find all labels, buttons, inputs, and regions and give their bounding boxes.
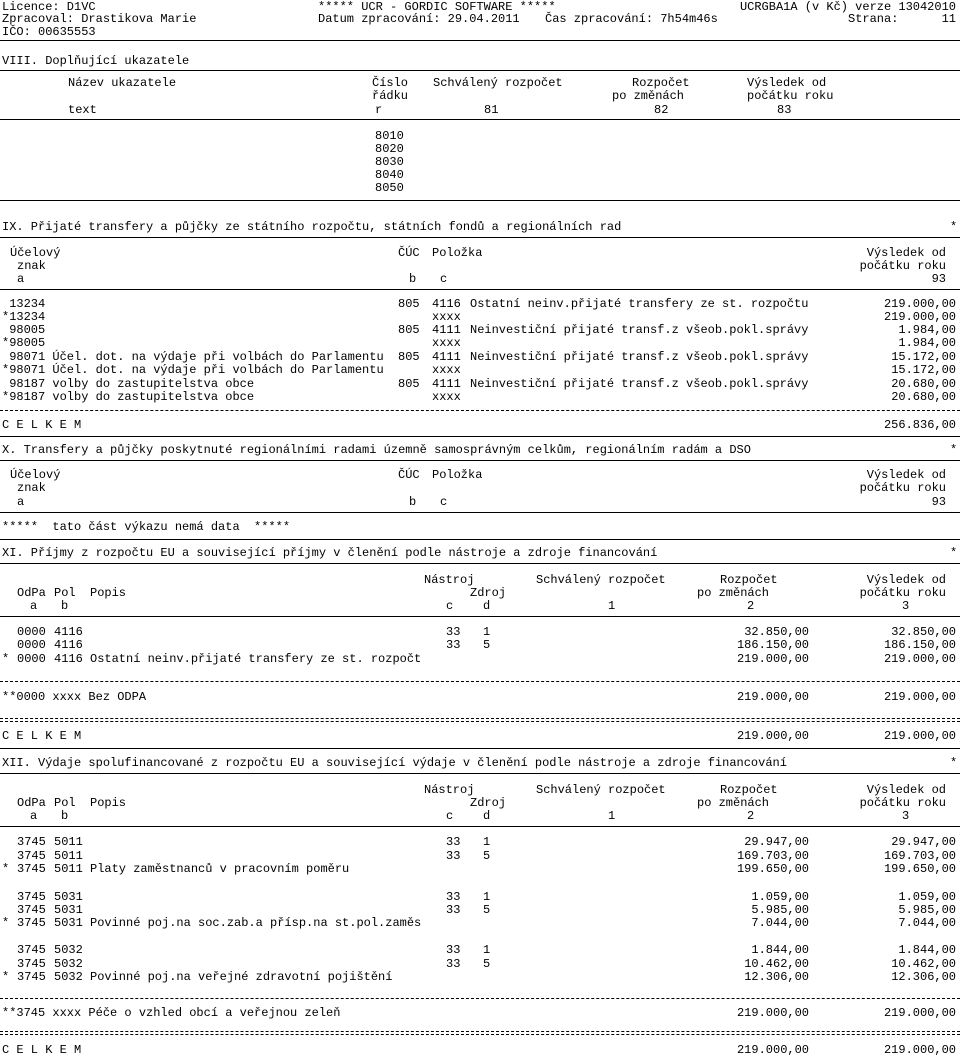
- row-mark: *: [2, 652, 10, 666]
- result-value: 12.306,00: [891, 970, 956, 984]
- tool-code: 33: [446, 625, 461, 639]
- item-code: 5031: [54, 916, 83, 930]
- processed-by: Zpracoval: Drastikova Marie: [2, 12, 197, 26]
- result-value: 199.650,00: [883, 862, 956, 876]
- purpose-code: 13234: [2, 297, 46, 311]
- col-header: po změnách: [697, 586, 770, 600]
- subtotal-result: 219.000,00: [883, 1006, 956, 1020]
- col-header: Popis: [90, 586, 127, 600]
- col-index: 93: [931, 272, 946, 286]
- dashed-rule: [0, 681, 960, 682]
- purpose-code: 98005: [2, 323, 46, 337]
- col-index: c: [446, 809, 454, 823]
- col-index: c: [446, 599, 454, 613]
- changed-budget-value: 186.150,00: [736, 638, 809, 652]
- result-value: 32.850,00: [891, 625, 956, 639]
- col-header: Zdroj: [470, 586, 507, 600]
- subtotal-changed: 219.000,00: [736, 690, 809, 704]
- col-index: 2: [747, 599, 755, 613]
- table-rule: [0, 773, 960, 774]
- item-code: 4116: [432, 297, 461, 311]
- col-index: 1: [608, 599, 616, 613]
- result-value: 1.984,00: [898, 323, 956, 337]
- result-value: 219.000,00: [883, 310, 956, 324]
- col-header: Rozpočet: [632, 76, 690, 90]
- table-rule: [0, 289, 960, 290]
- changed-budget-value: 169.703,00: [736, 849, 809, 863]
- changed-budget-value: 7.044,00: [751, 916, 809, 930]
- col-header: počátku roku: [859, 796, 946, 810]
- col-header: Popis: [90, 796, 127, 810]
- tool-code: 33: [446, 943, 461, 957]
- purpose-code: *98187 volby do zastupitelstva obce: [2, 390, 255, 404]
- col-header: po změnách: [612, 89, 685, 103]
- source-code: 5: [483, 957, 491, 971]
- page-label: Strana:: [848, 12, 899, 26]
- purpose-code: *98005: [2, 336, 46, 350]
- result-value: 7.044,00: [898, 916, 956, 930]
- odpa-code: 3745: [17, 943, 46, 957]
- section-rule: [0, 436, 960, 437]
- section-star: *: [950, 443, 958, 457]
- col-header: znak: [17, 481, 46, 495]
- col-header: Schválený rozpočet: [433, 76, 563, 90]
- dashed-rule: [0, 998, 960, 999]
- result-value: 1.844,00: [898, 943, 956, 957]
- item-code: xxxx: [432, 363, 461, 377]
- report-id: UCRGBA1A (v Kč) verze 13042010: [739, 0, 956, 14]
- licence: Licence: D1VC: [2, 0, 96, 14]
- result-value: 10.462,00: [891, 957, 956, 971]
- item-code: xxxx: [432, 310, 461, 324]
- odpa-code: 0000: [17, 625, 46, 639]
- item-code: 4116: [54, 638, 83, 652]
- tool-code: 33: [446, 835, 461, 849]
- result-value: 219.000,00: [883, 652, 956, 666]
- table-rule: [0, 616, 960, 617]
- subtotal-label: **0000 xxxx Bez ODPA: [2, 690, 147, 704]
- result-value: 20.680,00: [891, 377, 956, 391]
- col-header: Pol: [54, 796, 76, 810]
- item-code: 4111: [432, 377, 461, 391]
- item-code: 5011: [54, 849, 83, 863]
- section-star: *: [950, 756, 958, 770]
- col-header: řádku: [372, 89, 409, 103]
- page-number: 11: [941, 12, 956, 26]
- subtotal-result: 219.000,00: [883, 690, 956, 704]
- col-header: Nástroj: [424, 573, 475, 587]
- subtotal-changed: 219.000,00: [736, 1006, 809, 1020]
- item-description: Neinvestiční přijaté transf.z všeob.pokl.správy: [470, 377, 809, 391]
- col-index: b: [61, 809, 69, 823]
- odpa-code: 0000: [17, 638, 46, 652]
- row-number: 8020: [375, 142, 404, 156]
- col-index: 81: [484, 103, 499, 117]
- col-header: Rozpočet: [720, 783, 778, 797]
- item-code: 4111: [432, 350, 461, 364]
- item-code: 5031: [54, 890, 83, 904]
- double-rule: [0, 1031, 960, 1035]
- col-index: 2: [747, 809, 755, 823]
- purpose-code: *13234: [2, 310, 46, 324]
- section-star: *: [950, 546, 958, 560]
- col-index: text: [68, 103, 97, 117]
- header-rule: [0, 40, 960, 41]
- section-rule: [0, 539, 960, 540]
- col-header: Položka: [432, 468, 483, 482]
- item-code: 5011: [54, 835, 83, 849]
- result-value: 5.985,00: [898, 903, 956, 917]
- col-header: OdPa: [17, 796, 46, 810]
- item-description: Neinvestiční přijaté transf.z všeob.pokl.správy: [470, 323, 809, 337]
- item-code: xxxx: [432, 336, 461, 350]
- odpa-code: 3745: [17, 890, 46, 904]
- row-mark: *: [2, 916, 10, 930]
- col-header: Výsledek od: [866, 468, 946, 482]
- table-rule: [0, 237, 960, 238]
- col-index: a: [17, 272, 25, 286]
- changed-budget-value: 10.462,00: [744, 957, 809, 971]
- odpa-code: 3745: [17, 862, 46, 876]
- changed-budget-value: 199.650,00: [736, 862, 809, 876]
- source-code: 5: [483, 903, 491, 917]
- odpa-code: 3745: [17, 849, 46, 863]
- section-star: *: [950, 220, 958, 234]
- col-index: 1: [608, 809, 616, 823]
- col-header: počátku roku: [747, 89, 834, 103]
- total-label: C E L K E M: [2, 418, 82, 432]
- total-changed: 219.000,00: [736, 1043, 809, 1057]
- cuc-code: 805: [398, 323, 420, 337]
- table-rule: [0, 563, 960, 564]
- double-rule: [0, 718, 960, 722]
- col-index: 3: [902, 599, 910, 613]
- odpa-code: 3745: [17, 835, 46, 849]
- source-code: 1: [483, 625, 491, 639]
- col-header: Nástroj: [424, 783, 475, 797]
- odpa-code: 3745: [17, 970, 46, 984]
- section-title: X. Transfery a půjčky poskytnuté regionálními radami územně samosprávným celkům, regionálním radám a DSO: [2, 443, 751, 457]
- col-header: Účelový: [10, 246, 61, 260]
- col-index: 3: [902, 809, 910, 823]
- row-mark: *: [2, 862, 10, 876]
- col-header: Výsledek od: [866, 573, 946, 587]
- cuc-code: 805: [398, 377, 420, 391]
- col-index: r: [375, 103, 383, 117]
- col-index: c: [440, 495, 448, 509]
- item-code: 4116: [54, 625, 83, 639]
- col-header: počátku roku: [859, 586, 946, 600]
- col-header: Účelový: [10, 468, 61, 482]
- item-code: 4111: [432, 323, 461, 337]
- changed-budget-value: 1.059,00: [751, 890, 809, 904]
- purpose-code: 98187 volby do zastupitelstva obce: [2, 377, 255, 391]
- section-title: VIII. Doplňující ukazatele: [2, 54, 190, 68]
- col-header: po změnách: [697, 796, 770, 810]
- subtotal-label: **3745 xxxx Péče o vzhled obcí a veřejnou zeleň: [2, 1006, 341, 1020]
- result-value: 219.000,00: [883, 297, 956, 311]
- col-header: Schválený rozpočet: [536, 573, 666, 587]
- processing-time: Čas zpracování: 7h54m46s: [545, 12, 718, 26]
- result-value: 186.150,00: [883, 638, 956, 652]
- tool-code: 33: [446, 890, 461, 904]
- col-index: b: [409, 272, 417, 286]
- source-code: 1: [483, 890, 491, 904]
- row-number: 8040: [375, 168, 404, 182]
- col-header: Položka: [432, 246, 483, 260]
- result-value: 29.947,00: [891, 835, 956, 849]
- section-title: IX. Přijaté transfery a půjčky ze státního rozpočtu, státních fondů a regionálních rad: [2, 220, 622, 234]
- item-code: xxxx: [432, 390, 461, 404]
- source-code: 1: [483, 835, 491, 849]
- section-rule: [0, 200, 960, 201]
- col-header: Schválený rozpočet: [536, 783, 666, 797]
- col-header: Výsledek od: [866, 246, 946, 260]
- tool-code: 33: [446, 849, 461, 863]
- total-label: C E L K E M: [2, 729, 82, 743]
- col-header: ČÚC: [398, 246, 420, 260]
- ico: IČO: 00635553: [2, 25, 96, 39]
- col-index: a: [30, 599, 38, 613]
- col-header: OdPa: [17, 586, 46, 600]
- changed-budget-value: 219.000,00: [736, 652, 809, 666]
- col-index: b: [409, 495, 417, 509]
- table-rule: [0, 826, 960, 827]
- row-mark: *: [2, 970, 10, 984]
- section-title: XII. Výdaje spolufinancované z rozpočtu EU a související výdaje v členění podle nástroje a zdroje financování: [2, 756, 787, 770]
- software-banner: ***** UCR - GORDIC SOFTWARE *****: [318, 0, 556, 14]
- total-result: 219.000,00: [883, 1043, 956, 1057]
- result-value: 20.680,00: [891, 390, 956, 404]
- row-number: 8050: [375, 181, 404, 195]
- col-index: d: [483, 599, 491, 613]
- col-header: Zdroj: [470, 796, 507, 810]
- item-code: 5011: [54, 862, 83, 876]
- item-code: 5031: [54, 903, 83, 917]
- item-description: Ostatní neinv.přijaté transfery ze st. rozpočtu: [470, 297, 809, 311]
- changed-budget-value: 12.306,00: [744, 970, 809, 984]
- row-number: 8030: [375, 155, 404, 169]
- odpa-code: 0000: [17, 652, 46, 666]
- changed-budget-value: 32.850,00: [744, 625, 809, 639]
- table-rule: [0, 70, 960, 71]
- item-code: 5032: [54, 943, 83, 957]
- col-header: Číslo: [372, 76, 409, 90]
- item-description: Ostatní neinv.přijaté transfery ze st. rozpočt: [90, 652, 422, 666]
- col-header: Pol: [54, 586, 76, 600]
- col-index: b: [61, 599, 69, 613]
- col-index: c: [440, 272, 448, 286]
- purpose-code: *98071 Účel. dot. na výdaje při volbách do Parlamentu: [2, 363, 384, 377]
- item-code: 5032: [54, 957, 83, 971]
- col-header: počátku roku: [859, 259, 946, 273]
- no-data-note: ***** tato část výkazu nemá data *****: [2, 520, 291, 534]
- col-index: d: [483, 809, 491, 823]
- result-value: 169.703,00: [883, 849, 956, 863]
- col-index: 82: [654, 103, 669, 117]
- tool-code: 33: [446, 638, 461, 652]
- section-title: XI. Příjmy z rozpočtu EU a související příjmy v členění podle nástroje a zdroje financování: [2, 546, 658, 560]
- section-rule: [0, 748, 960, 749]
- col-header: ČÚC: [398, 468, 420, 482]
- processing-date: Datum zpracování: 29.04.2011: [318, 12, 520, 26]
- item-description: Povinné poj.na veřejné zdravotní pojištění: [90, 970, 393, 984]
- table-rule: [0, 460, 960, 461]
- cuc-code: 805: [398, 350, 420, 364]
- tool-code: 33: [446, 957, 461, 971]
- result-value: 15.172,00: [891, 363, 956, 377]
- col-header: Rozpočet: [720, 573, 778, 587]
- source-code: 5: [483, 638, 491, 652]
- col-header: počátku roku: [859, 481, 946, 495]
- col-header: Název ukazatele: [68, 76, 177, 90]
- total-result: 219.000,00: [883, 729, 956, 743]
- changed-budget-value: 5.985,00: [751, 903, 809, 917]
- odpa-code: 3745: [17, 903, 46, 917]
- item-code: 4116: [54, 652, 83, 666]
- row-number: 8010: [375, 129, 404, 143]
- purpose-code: 98071 Účel. dot. na výdaje při volbách do Parlamentu: [2, 350, 384, 364]
- item-description: Neinvestiční přijaté transf.z všeob.pokl.správy: [470, 350, 809, 364]
- odpa-code: 3745: [17, 916, 46, 930]
- col-index: a: [17, 495, 25, 509]
- item-code: 5032: [54, 970, 83, 984]
- total-changed: 219.000,00: [736, 729, 809, 743]
- col-index: 93: [931, 495, 946, 509]
- result-value: 1.984,00: [898, 336, 956, 350]
- table-rule: [0, 119, 960, 120]
- col-index: 83: [777, 103, 792, 117]
- dashed-rule: [0, 410, 960, 411]
- source-code: 5: [483, 849, 491, 863]
- result-value: 1.059,00: [898, 890, 956, 904]
- col-index: a: [30, 809, 38, 823]
- col-header: Výsledek od: [866, 783, 946, 797]
- total-value: 256.836,00: [883, 418, 956, 432]
- col-header: znak: [17, 259, 46, 273]
- result-value: 15.172,00: [891, 350, 956, 364]
- item-description: Povinné poj.na soc.zab.a přísp.na st.pol.zaměs: [90, 916, 422, 930]
- total-label: C E L K E M: [2, 1043, 82, 1057]
- tool-code: 33: [446, 903, 461, 917]
- source-code: 1: [483, 943, 491, 957]
- col-header: Výsledek od: [747, 76, 827, 90]
- cuc-code: 805: [398, 297, 420, 311]
- changed-budget-value: 1.844,00: [751, 943, 809, 957]
- item-description: Platy zaměstnanců v pracovním poměru: [90, 862, 350, 876]
- odpa-code: 3745: [17, 957, 46, 971]
- table-rule: [0, 512, 960, 513]
- changed-budget-value: 29.947,00: [744, 835, 809, 849]
